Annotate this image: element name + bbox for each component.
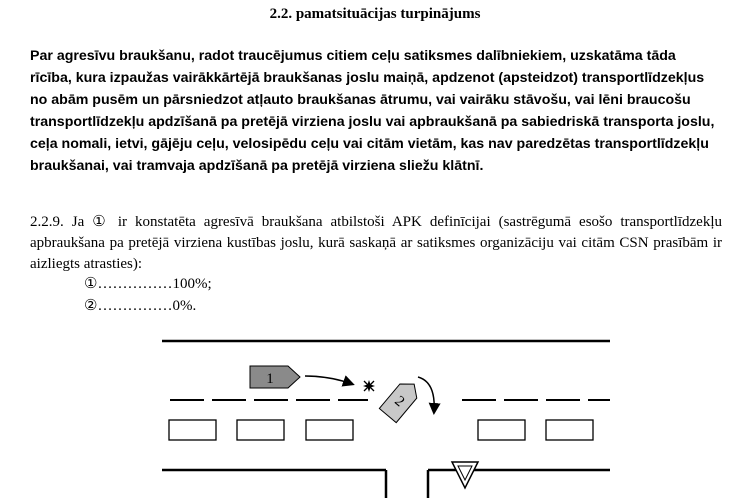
definition-paragraph: Par agresīvu braukšanu, radot traucējumus citiem ceļu satiksmes dalībniekiem, uzskatāma tāda rīcība, kura izpaužas vairākkārtējā braukšanas joslu maiņā, apdzenot (apsteidzot) transportlīdzekļus no abām pusēm un pārsniedzot atļauto braukšanas ātrumu, vai vairāku stāvošu, vai lēni braucošu transportlīdzekļu apdzīšanā pa pretējā virziena joslu vai apbraukšanā pa sabiedriskā transporta joslu, ceļa nomali, ietvi, gājēju ceļu, velosipēdu ceļu vai citām vietām, kas nav paredzētas transportlīdzekļu braukšanai, vai tramvaja apdzīšanā pa pretējā virziena sliežu klātnī. [30, 48, 715, 174]
vehicle-2-arrow-icon [418, 377, 434, 412]
clause-paragraph: 2.2.9. Ja ① ir konstatēta agresīvā braukšana atbilstoši APK definīcijai (sastrēgumā esošo transportlīdzekļu apbraukšana pa pretējā virziena kustības joslu, kurā saskaņā ar satiksmes organizāciju vai citām CSN prasībām ir aizliegts atrasties): [30, 214, 722, 272]
queued-car [169, 420, 216, 440]
queued-car [478, 420, 525, 440]
option-2: ②……………0%. [84, 298, 197, 314]
queued-car [546, 420, 593, 440]
section-heading: 2.2. pamatsituācijas turpinājums [269, 6, 481, 22]
vehicle-1-arrow-icon [305, 376, 352, 384]
vehicle-2 [379, 377, 422, 423]
queued-car [306, 420, 353, 440]
vehicle-2-label: 2 [391, 393, 408, 411]
queued-car [237, 420, 284, 440]
option-1: ①……………100%; [84, 276, 212, 292]
vehicle-1-label: 1 [266, 371, 274, 387]
star-icon [363, 380, 375, 392]
yield-sign-icon [452, 462, 478, 488]
vehicle-1 [250, 366, 300, 388]
